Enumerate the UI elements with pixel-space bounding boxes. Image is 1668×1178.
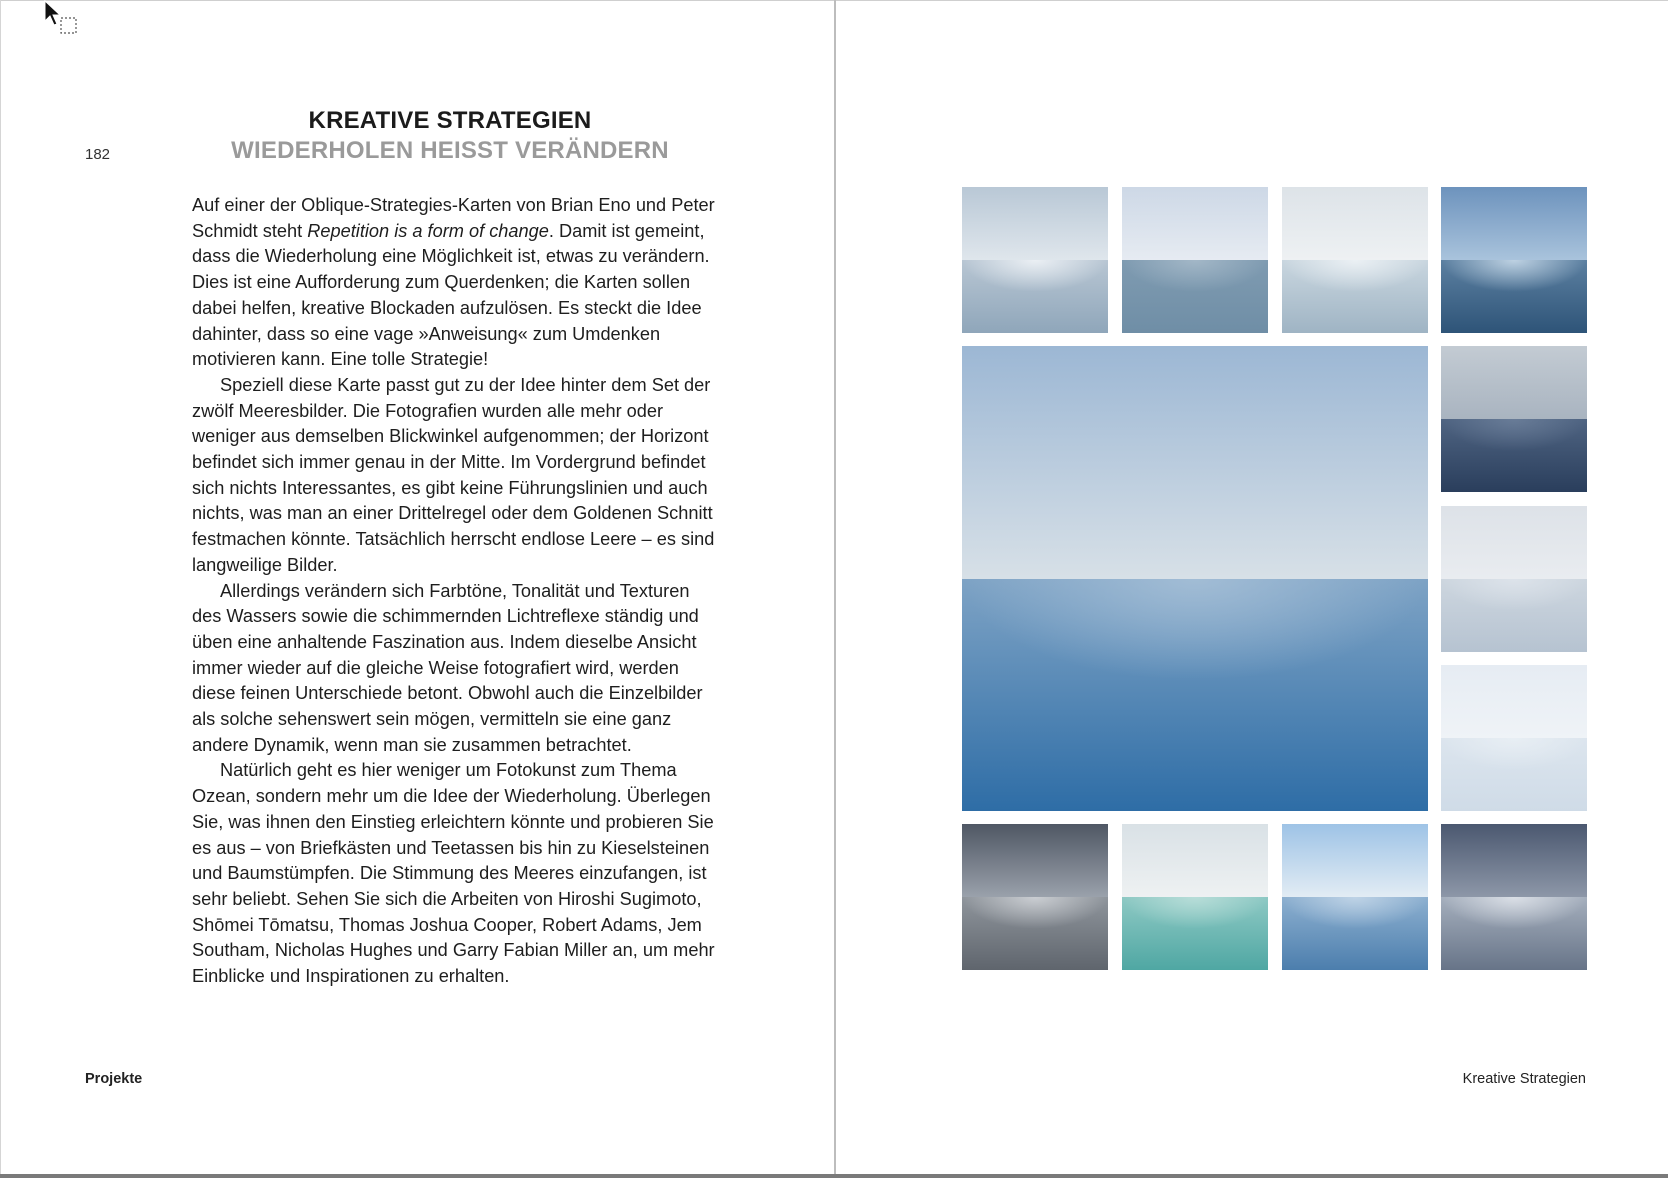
paragraph-1-italic-quote: Repetition is a form of change [307,220,549,241]
mouse-pointer-icon [44,0,84,40]
seascape-photo-7 [1441,506,1587,652]
page-number: 182 [85,146,111,163]
footer-chapter-label: Kreative Strategien [1462,1071,1586,1087]
seascape-photo-11 [1282,824,1428,970]
paragraph-1 [192,193,722,373]
seascape-photo-12 [1441,824,1587,970]
seascape-photo-1 [962,187,1108,333]
seascape-photo-4 [1441,187,1587,333]
seascape-photo-6 [1441,346,1587,492]
seascape-photo-3 [1282,187,1428,333]
paragraph-3: Allerdings verändern sich Farbtöne, Tonalität und Texturen des Wassers sowie die schimmernden Lichtreflexe ständig und üben eine anhaltende Faszination aus. Indem dieselbe Ansicht immer wieder auf die gleiche Weise fotografiert wird, werden diese feinen Unterschiede betont. Obwohl auch die Einzelbilder als solche sehenswert sein mögen, vermitteln sie eine ganz andere Dynamik, wenn man sie zusammen betrachtet. [192,580,703,755]
footer-section-label: Projekte [85,1071,143,1087]
paragraph-4: Natürlich geht es hier weniger um Fotokunst zum Thema Ozean, sondern mehr um die Idee der Wiederholung. Überlegen Sie, was ihnen den Einstieg erleichtern könnte und probieren Sie es aus – von Briefkästen und Teetassen bis hin zu Kieselsteinen und Baumstümpfen. Die Stimmung des Meeres einzufangen, ist sehr beliebt. Sehen Sie sich die Arbeiten von Hiroshi Sugimoto, Shōmei Tōmatsu, Thomas Joshua Cooper, Robert Adams, Jem Southam, Nicholas Hughes und Garry Fabian Miller an, um mehr Einblicke und Inspirationen zu erhalten. [192,760,715,987]
page-title: KREATIVE STRATEGIEN [308,107,592,134]
page-gutter [834,0,836,1178]
seascape-photo-10 [1122,824,1268,970]
paragraph-1-start: Auf einer der Oblique-Strategies-Karten von Brian Eno und Peter Schmidt steht [192,195,715,241]
seascape-photo-9 [962,824,1108,970]
body-text [192,193,722,990]
paragraph-2: Speziell diese Karte passt gut zu der Idee hinter dem Set der zwölf Meeresbilder. Die Fotografien wurden alle mehr oder weniger aus demselben Blickwinkel aufgenommen; der Horizont befindet sich immer genau in der Mitte. Im Vordergrund befindet sich nichts Interessantes, es gibt keine Führungslinien und auch nichts, was man an einer Drittelregel oder dem Goldenen Schnitt festmachen könnte. Tatsächlich herrscht endlose Leere – es sind langweilige Bilder. [192,374,715,575]
seascape-photo-8 [1441,665,1587,811]
left-border [0,0,1,1178]
page-subtitle: WIEDERHOLEN HEISST VERÄNDERN [231,137,669,164]
seascape-photo-large [962,346,1428,811]
seascape-photo-2 [1122,187,1268,333]
bottom-border [0,1174,1668,1178]
paragraph-1-end: . Damit ist gemeint, dass die Wiederholung eine Möglichkeit ist, etwas zu verändern. Dies ist eine Aufforderung zum Querdenken; die Karten sollen dabei helfen, kreative Blockaden aufzulösen. Es steckt die Idee dahinter, dass so eine vage »Anweisung« zum Umdenken motivieren kann. Eine tolle Strategie! [192,220,710,370]
